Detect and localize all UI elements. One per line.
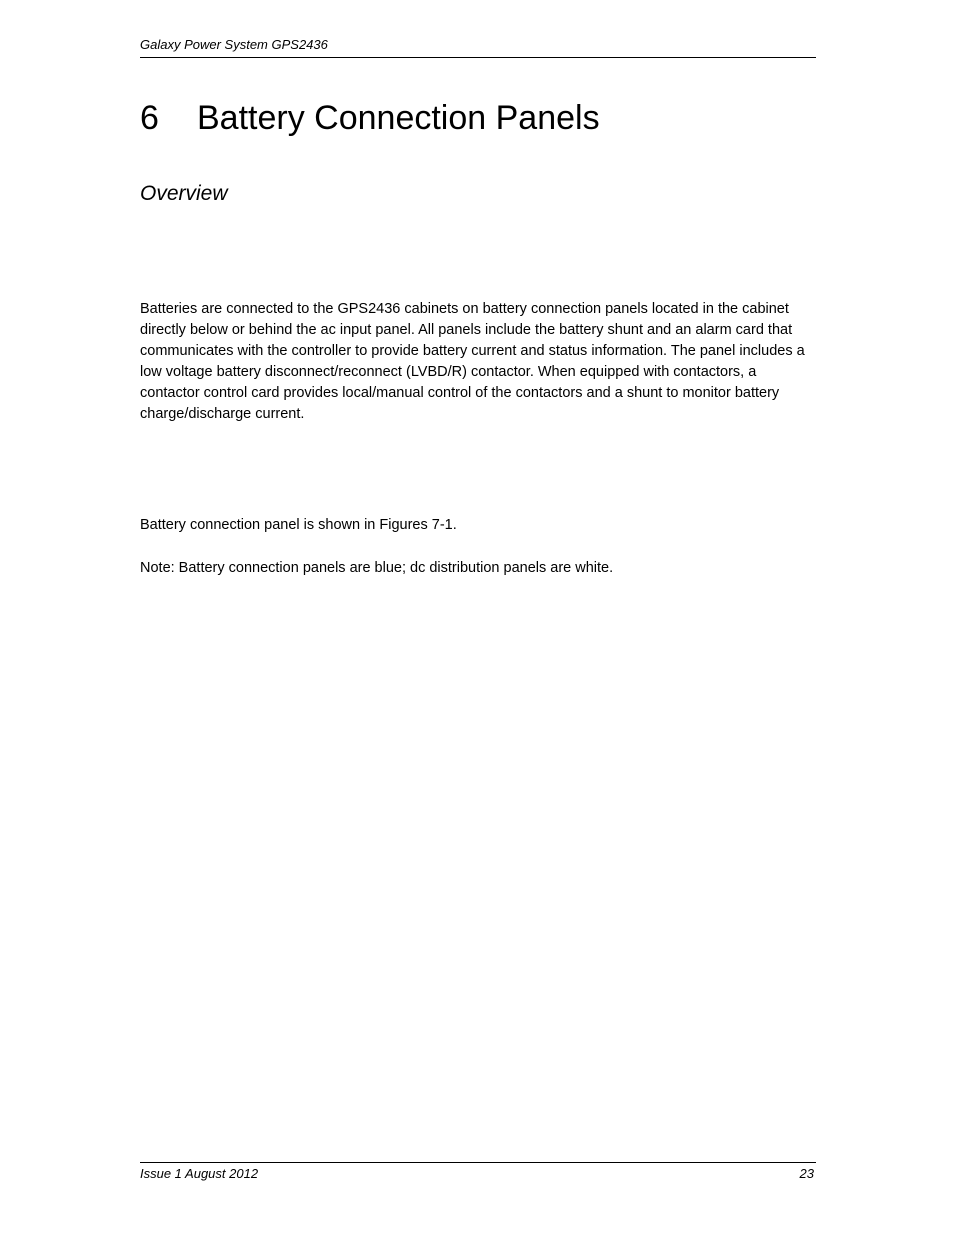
running-title: Galaxy Power System GPS2436 (140, 37, 328, 52)
page-header (140, 37, 816, 58)
body-paragraph-1: Batteries are connected to the GPS2436 cabinets on battery connection panels located in the cabinet directly below or behind the ac input panel. All panels include the battery shunt and an alarm card that communicates with the controller to provide battery current and status information. The panel includes a low voltage battery disconnect/reconnect (LVBD/R) contactor. When equipped with contactors, a contactor control card provides local/manual control of the contactors and a shunt to monitor battery charge/discharge current. (140, 301, 805, 422)
chapter-heading (140, 96, 600, 140)
section-heading: Overview (140, 182, 228, 205)
body-paragraph-3: Note: Battery connection panels are blue; dc distribution panels are white. (140, 560, 614, 576)
issue-date: Issue 1 August 2012 (140, 1166, 259, 1181)
chapter-title: Battery Connection Panels (197, 99, 600, 137)
chapter-number: 6 (140, 99, 159, 137)
body-paragraph-2: Battery connection panel is shown in Figures 7-1. (140, 517, 457, 533)
page-number: 23 (799, 1166, 814, 1181)
page-footer (140, 1162, 816, 1185)
